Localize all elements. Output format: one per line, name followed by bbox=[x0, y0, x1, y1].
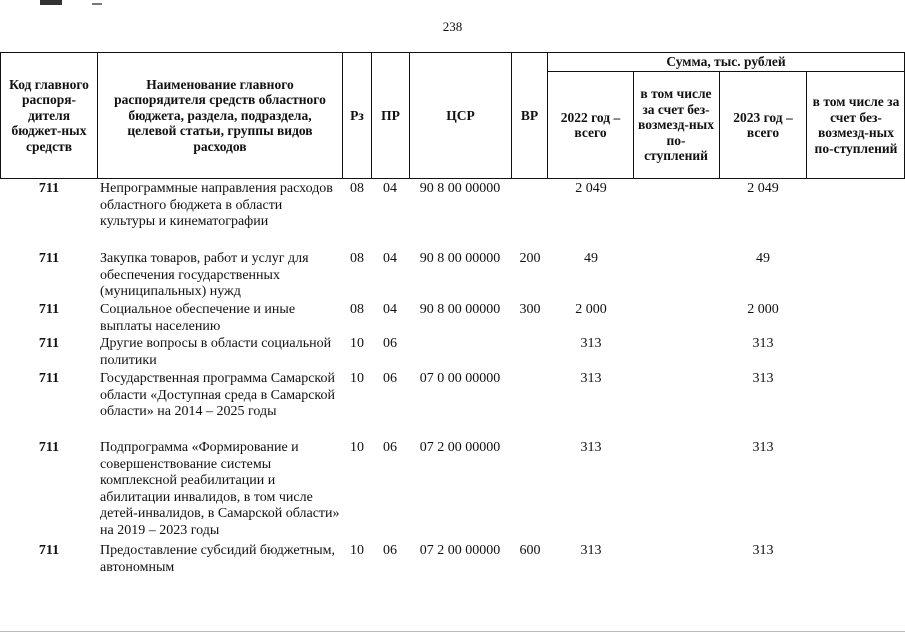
cell-sum-2022: 49 bbox=[584, 251, 598, 266]
header-summa: Сумма, тыс. рублей bbox=[666, 54, 786, 70]
header-2022-total: 2022 год – всего bbox=[560, 109, 621, 140]
cell-csr: 07 2 00 00000 bbox=[419, 440, 501, 455]
cell-csr: 07 2 00 00000 bbox=[419, 543, 501, 558]
cell-vr: 600 bbox=[519, 543, 541, 558]
col-divider bbox=[97, 52, 98, 179]
cell-pr: 06 bbox=[383, 336, 397, 351]
cell-csr: 90 8 00 00000 bbox=[419, 302, 501, 317]
cell-name: Предоставление субсидий бюджетным, автономным bbox=[100, 543, 336, 575]
cell-name: Непрограммные направления расходов областного бюджета в области культуры и кинематографии bbox=[100, 181, 333, 229]
cell-pr: 06 bbox=[383, 440, 397, 455]
cell-sum-2023: 313 bbox=[752, 440, 774, 455]
cell-csr: 07 0 00 00000 bbox=[419, 371, 501, 386]
cell-name: Закупка товаров, работ и услуг для обеспечения государственных (муниципальных) нужд bbox=[100, 251, 309, 299]
header-2023-free: в том числе за счет без-возмезд-ных по-ступлений bbox=[812, 94, 900, 156]
header-vr: ВР bbox=[520, 107, 539, 123]
col-divider bbox=[633, 71, 634, 179]
cell-vr: 200 bbox=[519, 251, 541, 266]
cell-pr: 06 bbox=[383, 371, 397, 386]
cell-rz: 10 bbox=[350, 440, 364, 455]
cell-kod: 711 bbox=[38, 336, 60, 351]
cell-sum-2022: 2 000 bbox=[575, 302, 607, 317]
cell-vr: 300 bbox=[519, 302, 541, 317]
cell-name: Государственная программа Самарской области «Доступная среда в Самарской области» на 2014 – 2025 годы bbox=[100, 371, 336, 419]
scan-artifact bbox=[92, 3, 102, 5]
cell-sum-2023: 313 bbox=[752, 336, 774, 351]
cell-kod: 711 bbox=[38, 543, 60, 558]
col-divider bbox=[806, 71, 807, 179]
cell-pr: 06 bbox=[383, 543, 397, 558]
header-rz: Рз bbox=[350, 107, 364, 123]
cell-sum-2023: 49 bbox=[756, 251, 770, 266]
cell-sum-2022: 313 bbox=[580, 371, 602, 386]
cell-sum-2023: 313 bbox=[752, 371, 774, 386]
cell-sum-2022: 313 bbox=[580, 440, 602, 455]
cell-pr: 04 bbox=[383, 251, 397, 266]
header-kod: Код главного распоря-дителя бюджет-ных средств bbox=[9, 76, 89, 154]
cell-pr: 04 bbox=[383, 181, 397, 196]
cell-kod: 711 bbox=[38, 371, 60, 386]
page-number: 238 bbox=[442, 19, 463, 34]
cell-csr: 90 8 00 00000 bbox=[419, 181, 501, 196]
header-bottom-border bbox=[0, 178, 905, 179]
cell-sum-2022: 313 bbox=[580, 543, 602, 558]
cell-rz: 10 bbox=[350, 336, 364, 351]
scan-edge bbox=[0, 631, 905, 632]
col-divider bbox=[0, 52, 1, 179]
cell-name: Другие вопросы в области социальной политики bbox=[100, 336, 332, 368]
cell-rz: 08 bbox=[350, 251, 364, 266]
header-name: Наименование главного распорядителя средств областного бюджета, раздела, подраздела, целевой статьи, группы видов расходов bbox=[114, 76, 326, 154]
cell-kod: 711 bbox=[38, 302, 60, 317]
cell-sum-2023: 313 bbox=[752, 543, 774, 558]
header-csr: ЦСР bbox=[446, 107, 475, 123]
cell-pr: 04 bbox=[383, 302, 397, 317]
cell-kod: 711 bbox=[38, 440, 60, 455]
scan-artifact bbox=[40, 0, 62, 5]
cell-name: Социальное обеспечение и иные выплаты населению bbox=[100, 302, 296, 334]
cell-sum-2022: 2 049 bbox=[575, 181, 607, 196]
cell-name: Подпрограмма «Формирование и совершенствование системы комплексной реабилитации и абилитации инвалидов, в том числе детей-инвалидов, в Самарской области» на 2019 – 2023 годы bbox=[100, 440, 340, 538]
cell-kod: 711 bbox=[38, 181, 60, 196]
cell-rz: 10 bbox=[350, 371, 364, 386]
cell-rz: 08 bbox=[350, 302, 364, 317]
header-2023-total: 2023 год – всего bbox=[733, 109, 793, 140]
cell-sum-2022: 313 bbox=[580, 336, 602, 351]
cell-csr: 90 8 00 00000 bbox=[419, 251, 501, 266]
header-pr: ПР bbox=[381, 107, 400, 123]
cell-sum-2023: 2 000 bbox=[747, 302, 779, 317]
cell-rz: 10 bbox=[350, 543, 364, 558]
cell-sum-2023: 2 049 bbox=[747, 181, 779, 196]
cell-kod: 711 bbox=[38, 251, 60, 266]
cell-rz: 08 bbox=[350, 181, 364, 196]
header-2022-free: в том числе за счет без-возмезд-ных по-ступлений bbox=[638, 86, 714, 164]
